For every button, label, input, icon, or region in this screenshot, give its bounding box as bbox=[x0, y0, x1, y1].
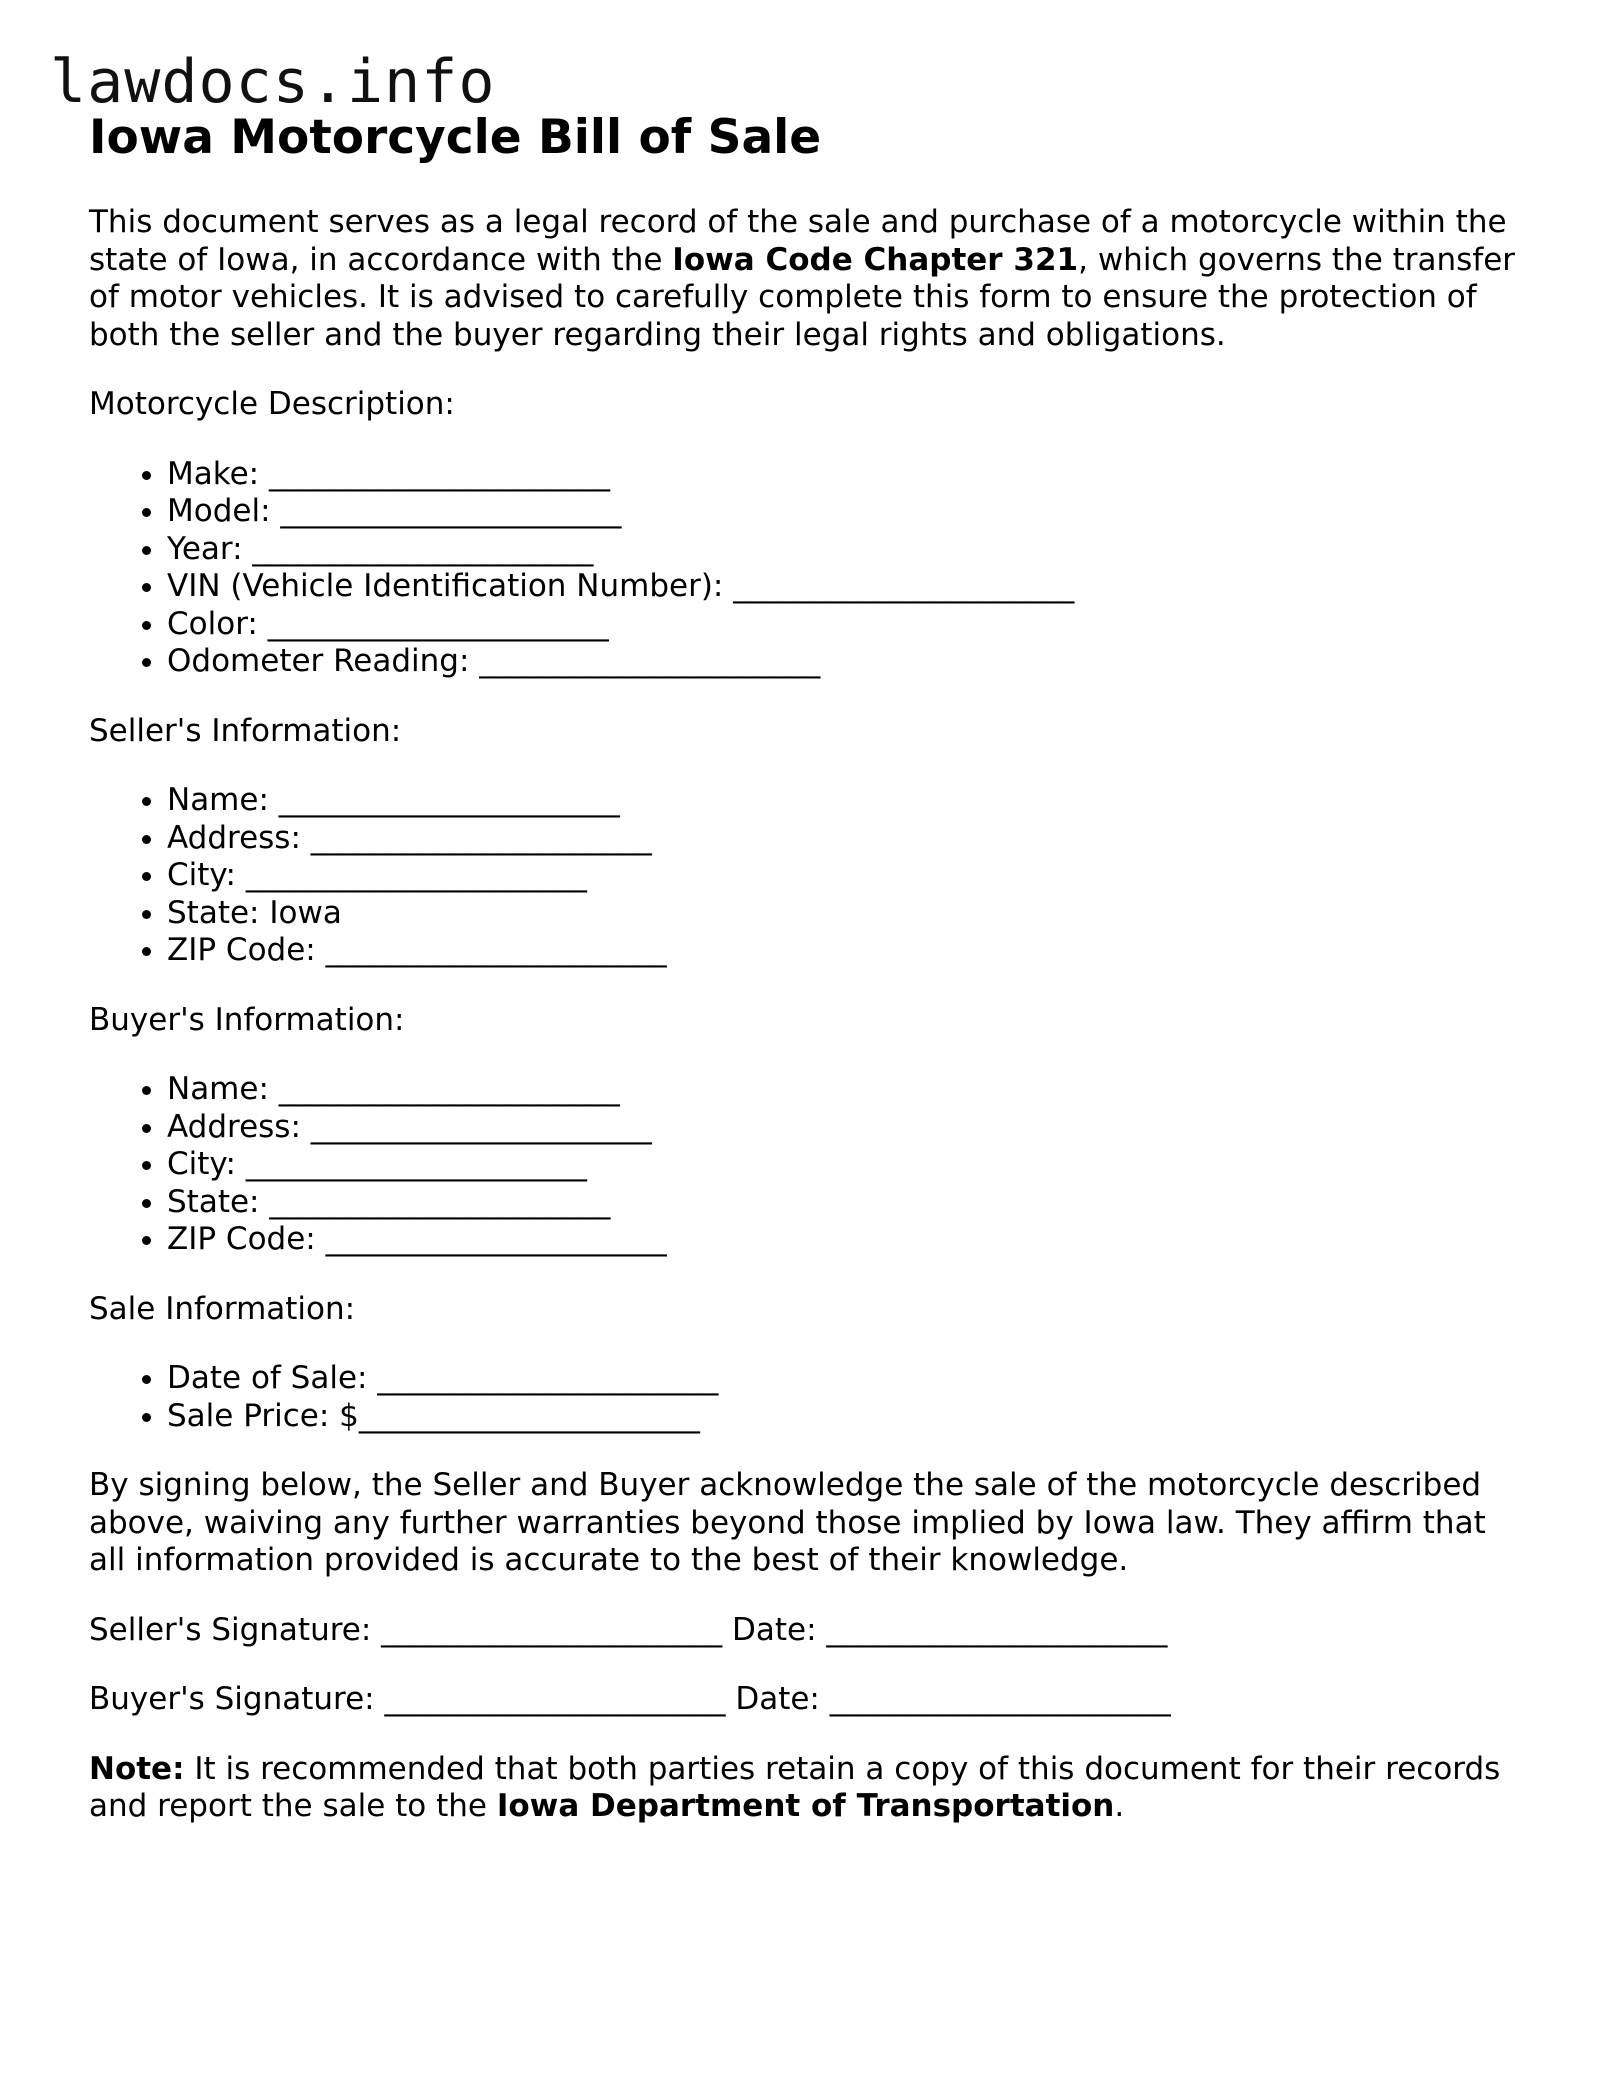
note-text-end: . bbox=[1114, 1788, 1125, 1824]
field-label: City: bbox=[167, 1146, 246, 1182]
list-item-sale-price bbox=[167, 1398, 1529, 1436]
buyer-city-blank[interactable]: ______________________ bbox=[245, 1146, 587, 1182]
list-item-buyer-name bbox=[167, 1071, 1529, 1109]
list-item-color bbox=[167, 606, 1529, 644]
seller-signature-blank[interactable]: ______________________ bbox=[381, 1611, 723, 1648]
field-label: Address: bbox=[167, 819, 311, 856]
seller-zip-blank[interactable]: ______________________ bbox=[325, 932, 667, 968]
intro-text: This document serves as a legal record of the sale and purchase of a motorcycle within the state of Iowa, in accordance with the bbox=[89, 204, 1507, 278]
intro-paragraph bbox=[89, 204, 1529, 354]
note-agency: Iowa Department of Transportation bbox=[496, 1788, 1115, 1824]
list-item-year bbox=[167, 531, 1529, 569]
document-page bbox=[89, 110, 1529, 1858]
list-item-seller-city bbox=[167, 857, 1529, 895]
color-blank[interactable]: ______________________ bbox=[267, 605, 609, 642]
field-label: City: bbox=[167, 857, 246, 893]
buyer-address-blank[interactable]: ______________________ bbox=[310, 1108, 652, 1145]
seller-signature-line bbox=[89, 1612, 1529, 1650]
field-label: ZIP Code: bbox=[167, 1221, 326, 1257]
odometer-blank[interactable]: ______________________ bbox=[479, 643, 821, 679]
list-item-buyer-address bbox=[167, 1109, 1529, 1147]
seller-address-blank[interactable]: ______________________ bbox=[310, 819, 652, 856]
field-label: Model: bbox=[167, 493, 281, 529]
field-label: Date of Sale: bbox=[167, 1360, 378, 1396]
list-item-make bbox=[167, 456, 1529, 494]
document-title: Iowa Motorcycle Bill of Sale bbox=[89, 110, 822, 165]
sale-list bbox=[89, 1360, 1529, 1435]
field-label: State: bbox=[167, 894, 270, 931]
motorcycle-list bbox=[89, 456, 1529, 681]
buyer-list bbox=[89, 1071, 1529, 1259]
field-label: Make: bbox=[167, 455, 269, 492]
buyer-signature-blank[interactable]: ______________________ bbox=[384, 1681, 726, 1717]
note-label: Note: bbox=[89, 1750, 185, 1787]
buyer-date-blank[interactable]: ______________________ bbox=[829, 1681, 1171, 1717]
list-item-seller-state bbox=[167, 895, 1529, 933]
list-item-vin bbox=[167, 568, 1529, 606]
list-item-seller-zip bbox=[167, 932, 1529, 970]
field-label: Odometer Reading: bbox=[167, 643, 480, 679]
field-label: VIN (Vehicle Identification Number): bbox=[167, 568, 734, 604]
seller-list bbox=[89, 782, 1529, 970]
vin-blank[interactable]: ______________________ bbox=[733, 568, 1075, 604]
buyer-name-blank[interactable]: ______________________ bbox=[278, 1071, 620, 1107]
intro-text-end: , which governs the transfer of motor vehicles. It is advised to carefully complete this form to ensure the protection of both the seller and the buyer regarding their legal rights and obligations. bbox=[89, 241, 1516, 353]
seller-signature-label: Seller's Signature: bbox=[89, 1611, 382, 1648]
list-item-odometer bbox=[167, 643, 1529, 681]
seller-name-blank[interactable]: ______________________ bbox=[278, 782, 620, 818]
buyer-zip-blank[interactable]: ______________________ bbox=[325, 1221, 667, 1257]
model-blank[interactable]: ______________________ bbox=[280, 493, 622, 529]
note-paragraph bbox=[89, 1751, 1529, 1826]
seller-state-value: Iowa bbox=[269, 894, 342, 931]
buyer-signature-label: Buyer's Signature: bbox=[89, 1681, 385, 1717]
field-label: Name: bbox=[167, 782, 279, 818]
buyer-date-label: Date: bbox=[725, 1681, 830, 1717]
list-item-sale-date bbox=[167, 1360, 1529, 1398]
note-text: It is recommended that both parties retain a copy of this document for their records and report the sale to the bbox=[89, 1750, 1501, 1824]
field-label: State: bbox=[167, 1183, 270, 1220]
field-label: Sale Price: $ bbox=[167, 1397, 359, 1434]
acknowledgement-paragraph: By signing below, the Seller and Buyer acknowledge the sale of the motorcycle described above, waiving any further warranties beyond those implied by Iowa law. They affirm that all information provided is accurate to the best of their knowledge. bbox=[89, 1467, 1486, 1578]
list-item-buyer-state bbox=[167, 1184, 1529, 1222]
buyer-signature-line bbox=[89, 1681, 1529, 1719]
list-item-buyer-zip bbox=[167, 1221, 1529, 1259]
seller-date-label: Date: bbox=[722, 1611, 827, 1648]
field-label: Color: bbox=[167, 605, 268, 642]
motorcycle-section-heading: Motorcycle Description: bbox=[89, 386, 455, 422]
field-label: ZIP Code: bbox=[167, 932, 326, 968]
list-item-seller-name bbox=[167, 782, 1529, 820]
field-label: Name: bbox=[167, 1071, 279, 1107]
intro-code-reference: Iowa Code Chapter 321 bbox=[672, 241, 1079, 278]
seller-date-blank[interactable]: ______________________ bbox=[826, 1611, 1168, 1648]
sale-section-heading: Sale Information: bbox=[89, 1290, 356, 1327]
seller-city-blank[interactable]: ______________________ bbox=[245, 857, 587, 893]
list-item-model bbox=[167, 493, 1529, 531]
field-label: Year: bbox=[167, 530, 253, 567]
make-blank[interactable]: ______________________ bbox=[268, 455, 610, 492]
buyer-state-blank[interactable]: ______________________ bbox=[269, 1183, 611, 1220]
seller-section-heading: Seller's Information: bbox=[89, 712, 402, 749]
sale-date-blank[interactable]: ______________________ bbox=[377, 1360, 719, 1396]
watermark-logo: lawdocs.info bbox=[50, 47, 496, 117]
buyer-section-heading: Buyer's Information: bbox=[89, 1001, 405, 1038]
field-label: Address: bbox=[167, 1108, 311, 1145]
year-blank[interactable]: ______________________ bbox=[252, 530, 594, 567]
list-item-buyer-city bbox=[167, 1146, 1529, 1184]
sale-price-blank[interactable]: ______________________ bbox=[358, 1397, 700, 1434]
list-item-seller-address bbox=[167, 820, 1529, 858]
